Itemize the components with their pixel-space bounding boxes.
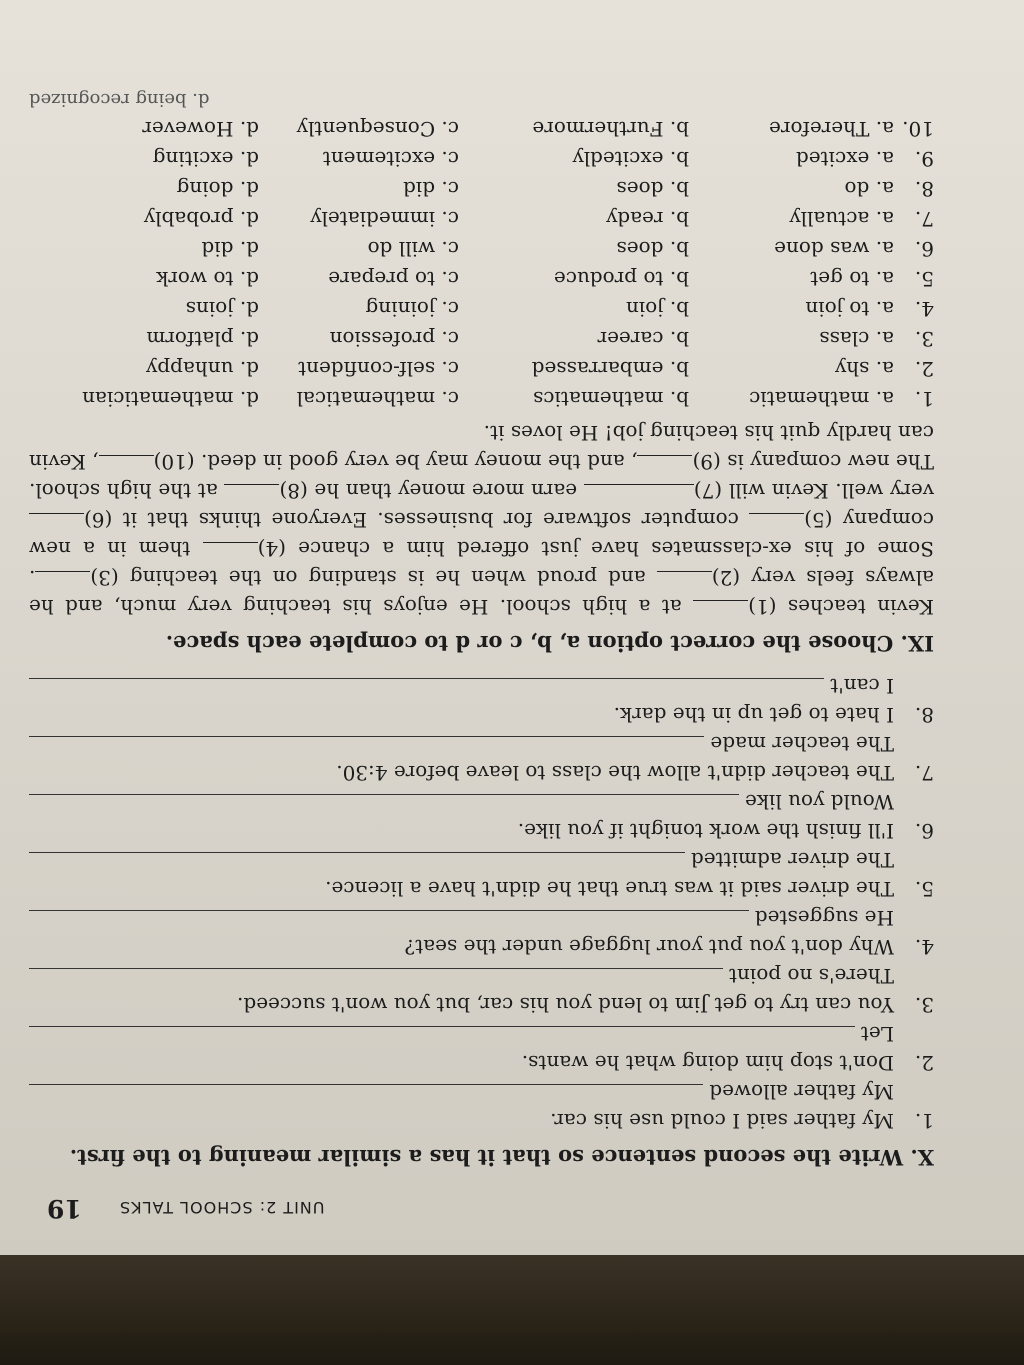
item-number: 6.: [914, 819, 934, 843]
rewrite-item: [29, 1019, 934, 1077]
passage-part: them in a new company (5): [29, 508, 934, 561]
original-sentence: Don't stop him doing what he wants.: [521, 1051, 894, 1075]
option-number: 10.: [902, 117, 934, 141]
option-b[interactable]: b. does: [616, 237, 689, 261]
original-sentence: You can try to get Jim to lend you his car, but you won't succeed.: [237, 993, 894, 1017]
blank-5[interactable]: [749, 513, 804, 532]
sentence-starter: Would you like: [744, 790, 894, 814]
options-table: [29, 114, 934, 414]
section-x-items: [29, 671, 934, 1135]
option-row: [29, 144, 934, 174]
sentence-starter: Let: [860, 1022, 894, 1046]
answer-line[interactable]: [29, 678, 824, 700]
answer-line[interactable]: [29, 1026, 855, 1048]
option-d[interactable]: d. unhappy: [146, 357, 259, 381]
option-row: [29, 114, 934, 144]
option-d[interactable]: d. platform: [146, 327, 259, 351]
sentence-starter: I can't: [830, 674, 894, 698]
answer-line[interactable]: [29, 1084, 703, 1106]
blank-10[interactable]: [99, 455, 154, 474]
rewrite-question: [29, 874, 934, 903]
option-b[interactable]: b. excitedly: [572, 147, 689, 171]
passage-part: earn more money than he (8): [279, 479, 584, 503]
answer-row: [29, 903, 934, 932]
sentence-starter: The driver admitted: [690, 848, 894, 872]
item-number: 3.: [914, 993, 934, 1017]
option-a[interactable]: a. mathematic: [749, 387, 894, 411]
option-a[interactable]: a. to get: [810, 267, 894, 291]
answer-row: [29, 671, 934, 700]
option-a[interactable]: a. was done: [774, 237, 894, 261]
page-number: 19: [47, 1194, 82, 1223]
option-b[interactable]: b. join: [625, 297, 689, 321]
rewrite-item: [29, 845, 934, 903]
option-a[interactable]: a. excited: [795, 147, 894, 171]
blank-8[interactable]: [224, 484, 279, 503]
answer-row: [29, 845, 934, 874]
option-row: [29, 174, 934, 204]
blank-4[interactable]: [203, 542, 258, 561]
rewrite-question: [29, 758, 934, 787]
rewrite-item: [29, 729, 934, 787]
option-a[interactable]: a. to join: [805, 297, 894, 321]
option-c[interactable]: c. to prepare: [328, 267, 459, 291]
option-number: 6.: [914, 237, 934, 261]
section-x: [29, 671, 934, 1171]
rewrite-question: [29, 1048, 934, 1077]
blank-7[interactable]: [584, 484, 694, 503]
blank-1[interactable]: [693, 600, 748, 619]
original-sentence: Why don't you put your luggage under the seat?: [404, 935, 894, 959]
option-a[interactable]: a. actually: [789, 207, 894, 231]
option-number: 8.: [914, 177, 934, 201]
option-c[interactable]: c. profession: [329, 327, 459, 351]
answer-line[interactable]: [29, 910, 749, 932]
passage-part: . Some of his ex-classmates have just offered him a chance (4): [29, 537, 934, 590]
page-header: [29, 1185, 934, 1225]
item-number: 5.: [914, 877, 934, 901]
option-b[interactable]: b. mathematics: [533, 387, 689, 411]
original-sentence: My father said I could use his car.: [550, 1109, 894, 1133]
option-d[interactable]: d. mathematician: [82, 387, 259, 411]
option-a[interactable]: a. class: [819, 327, 894, 351]
rewrite-item: [29, 1077, 934, 1135]
blank-2[interactable]: [657, 571, 712, 590]
rewrite-question: [29, 1106, 934, 1135]
unit-title: UNIT 2: SCHOOL TALKS: [119, 1198, 325, 1217]
passage-part: and proud when he is standing on the teaching (3): [90, 566, 657, 590]
option-a[interactable]: a. shy: [834, 357, 894, 381]
option-d[interactable]: d. exciting: [152, 147, 259, 171]
option-a[interactable]: a. Therefore: [769, 117, 894, 141]
option-number: 9.: [914, 147, 934, 171]
option-c[interactable]: c. immediately: [310, 207, 459, 231]
option-number: 4.: [914, 297, 934, 321]
option-b[interactable]: b. to produce: [553, 267, 689, 291]
answer-line[interactable]: [29, 852, 685, 874]
option-c[interactable]: c. self-confident: [298, 357, 459, 381]
rewrite-question: [29, 932, 934, 961]
option-c[interactable]: c. Consequently: [296, 117, 459, 141]
option-d[interactable]: d. doing: [176, 177, 259, 201]
sentence-starter: He suggested: [754, 906, 894, 930]
option-d[interactable]: d. joins: [185, 297, 259, 321]
rewrite-item: [29, 671, 934, 729]
answer-row: [29, 729, 934, 758]
answer-line[interactable]: [29, 968, 723, 990]
item-number: 2.: [914, 1051, 934, 1075]
option-number: 3.: [914, 327, 934, 351]
option-row: [29, 234, 934, 264]
option-b[interactable]: b. career: [597, 327, 689, 351]
option-a[interactable]: a. do: [844, 177, 894, 201]
answer-line[interactable]: [29, 736, 704, 758]
cloze-passage: [29, 418, 934, 621]
passage-part: Kevin teaches (1): [748, 595, 934, 619]
option-row: [29, 354, 934, 384]
option-d[interactable]: d. did: [201, 237, 259, 261]
desk-background: [0, 1255, 1024, 1365]
option-row: [29, 294, 934, 324]
option-d[interactable]: d. probably: [143, 207, 259, 231]
blank-3[interactable]: [35, 571, 90, 590]
option-c[interactable]: c. excitement: [322, 147, 459, 171]
answer-row: [29, 961, 934, 990]
option-d[interactable]: d. However: [142, 117, 259, 141]
option-b[interactable]: b. embarrassed: [531, 357, 689, 381]
option-b[interactable]: b. ready: [606, 207, 689, 231]
option-b[interactable]: b. Furthermore: [532, 117, 689, 141]
passage-part: , and the money may be very good in deed. (10): [153, 450, 638, 474]
blank-6[interactable]: [29, 513, 84, 532]
answer-line[interactable]: [29, 794, 739, 816]
original-sentence: The teacher didn't allow the class to leave before 4:30.: [336, 761, 894, 785]
option-number: 2.: [914, 357, 934, 381]
option-row: [29, 204, 934, 234]
option-number: 1.: [914, 387, 934, 411]
item-number: 8.: [914, 703, 934, 727]
option-d[interactable]: d. to work: [156, 267, 259, 291]
passage-part: at the high school. The new company is (9): [29, 450, 934, 503]
rewrite-question: [29, 990, 934, 1019]
rewrite-question: [29, 816, 934, 845]
passage-part: computer software for businesses. Everyone thinks that it (6): [84, 508, 750, 532]
passage-part: very well. Kevin will (7): [693, 479, 934, 503]
option-c[interactable]: c. will do: [367, 237, 459, 261]
answer-row: [29, 1019, 934, 1048]
option-row: [29, 324, 934, 354]
option-c[interactable]: c. did: [403, 177, 459, 201]
partial-previous-option: d. being recognized: [29, 89, 210, 110]
option-c[interactable]: c. mathematical: [296, 387, 459, 411]
section-ix-title: IX. Choose the correct option a, b, c or d to complete each space.: [165, 631, 934, 656]
option-number: 5.: [914, 267, 934, 291]
section-ix: [29, 89, 934, 657]
sentence-starter: There's no point: [728, 964, 894, 988]
item-number: 1.: [914, 1109, 934, 1133]
answer-row: [29, 1077, 934, 1106]
original-sentence: I'll finish the work tonight if you like.: [517, 819, 894, 843]
sentence-starter: My father allowed: [709, 1080, 894, 1104]
original-sentence: I hate to get up in the dark.: [613, 703, 894, 727]
item-number: 4.: [914, 935, 934, 959]
rewrite-item: [29, 903, 934, 961]
option-b[interactable]: b. does: [616, 177, 689, 201]
option-number: 7.: [914, 207, 934, 231]
sentence-starter: The teacher made: [710, 732, 894, 756]
rewrite-item: [29, 961, 934, 1019]
option-row: [29, 384, 934, 414]
passage-part: , Kevin can hardly quit his teaching job! He loves it.: [29, 421, 934, 474]
original-sentence: The driver said it was true that he didn't have a licence.: [325, 877, 894, 901]
answer-row: [29, 787, 934, 816]
blank-9[interactable]: [638, 455, 693, 474]
rewrite-question: [29, 700, 934, 729]
option-row: [29, 264, 934, 294]
item-number: 7.: [914, 761, 934, 785]
section-x-title: X. Write the second sentence so that it has a similar meaning to the first.: [69, 1145, 934, 1170]
passage-part: at a high school. He enjoys his teaching very much, and he always feels very (2): [28, 566, 934, 619]
rewrite-item: [29, 787, 934, 845]
option-c[interactable]: c. joining: [365, 297, 459, 321]
